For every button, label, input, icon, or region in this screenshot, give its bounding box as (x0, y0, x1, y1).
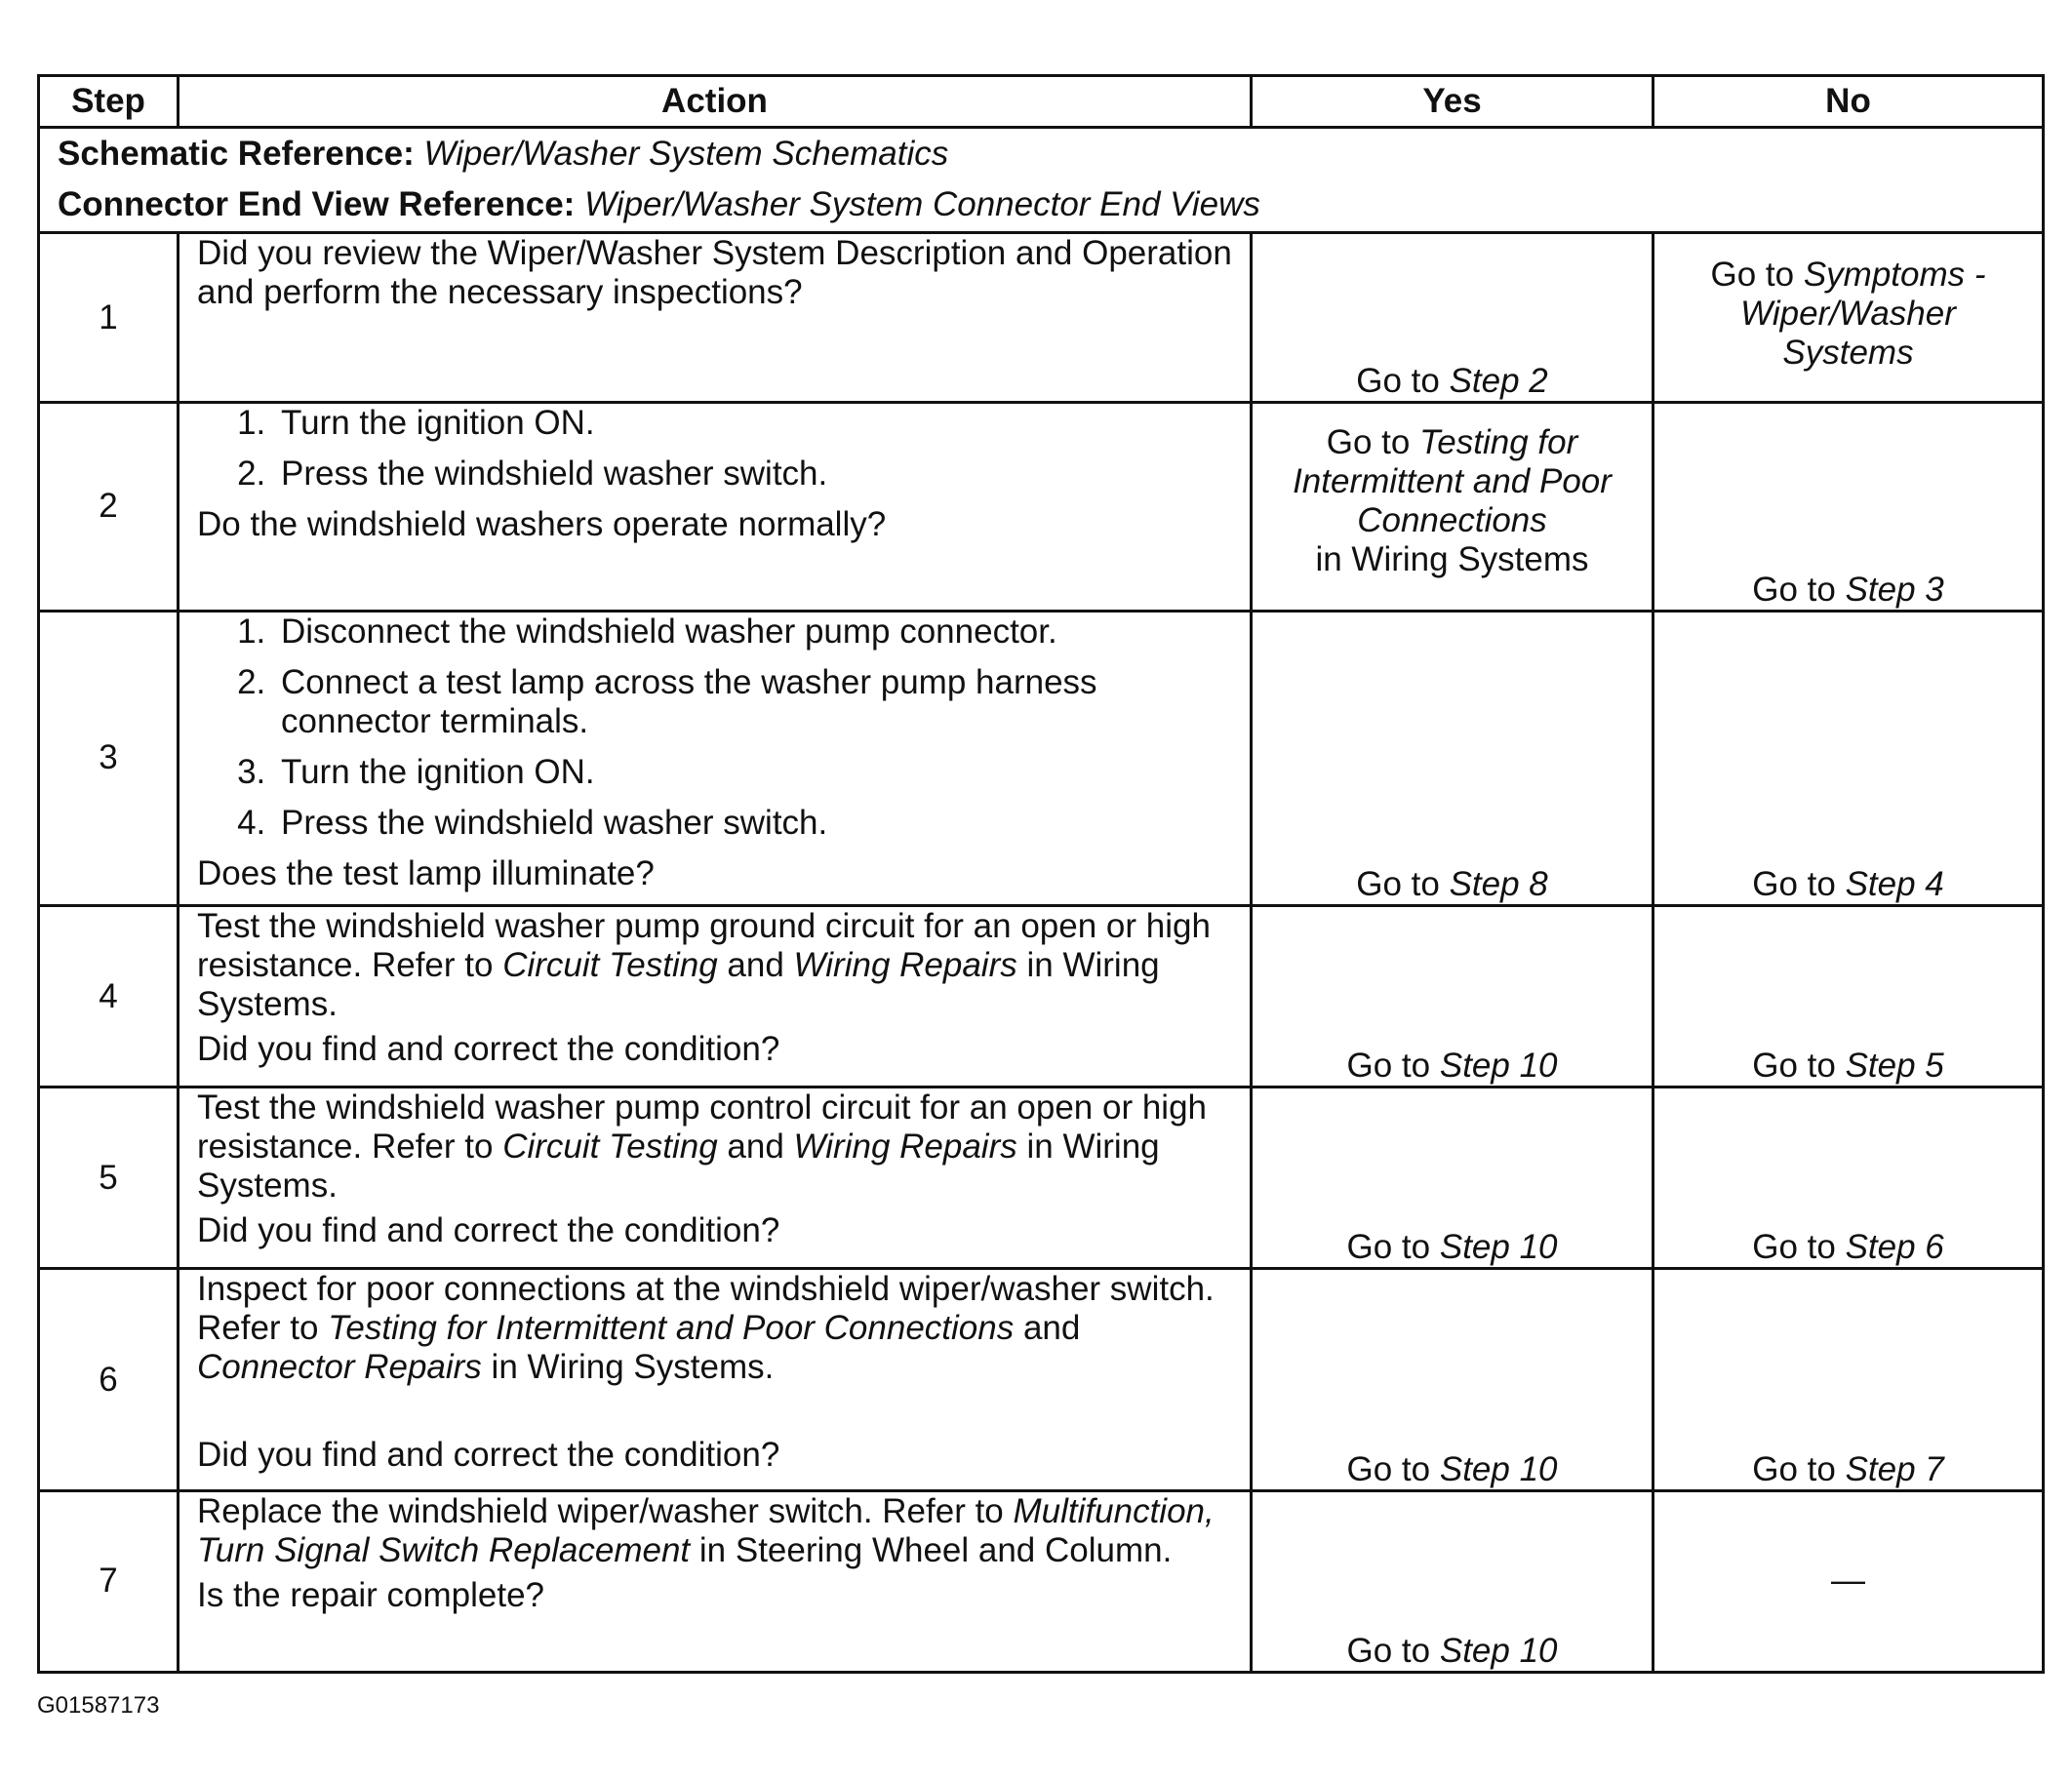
no-cell (1654, 611, 2044, 905)
action-text: Did you review the Wiper/Washer System Description and Operation and perform the necessary inspections? (197, 234, 1232, 312)
question: Did you find and correct the condition? (197, 1436, 780, 1475)
no-link-step-7[interactable]: Step 7 (1845, 1449, 1944, 1488)
table-row-step-5 (39, 1088, 2044, 1269)
step-number: 5 (39, 1088, 179, 1269)
connector-reference-label: Connector End View Reference: (58, 185, 576, 223)
yes-cell (1252, 1088, 1654, 1269)
and-text: and (727, 945, 784, 984)
question: Does the test lamp illuminate? (197, 853, 655, 892)
no-cell (1654, 233, 2044, 403)
yes-link-step-8[interactable]: Step 8 (1449, 864, 1548, 903)
no-link-step-5[interactable]: Step 5 (1845, 1047, 1944, 1086)
substep: 1. Disconnect the windshield washer pump connector. (275, 613, 1232, 652)
step-number: 6 (39, 1269, 179, 1490)
action-cell (179, 905, 1252, 1087)
header-yes: Yes (1252, 76, 1654, 128)
question: Do the windshield washers operate normally? (197, 505, 887, 544)
action-text (197, 1492, 1232, 1570)
action-cell (179, 403, 1252, 611)
yes-goto: Go to (1356, 362, 1440, 401)
no-cell (1654, 1490, 2044, 1672)
substep: 2. Press the windshield washer switch. (275, 455, 1232, 494)
and-text: and (1022, 1309, 1081, 1348)
no-link-step-3[interactable]: Step 3 (1845, 570, 1944, 609)
yes-cell (1252, 611, 1654, 905)
no-goto: Go to (1752, 570, 1836, 609)
action-text-part: in Wiring Systems. (197, 1127, 1160, 1206)
yes-link-step-10[interactable]: Step 10 (1439, 1228, 1558, 1267)
diagnostic-table (37, 74, 2045, 1674)
testing-intermittent-link[interactable]: Testing for Intermittent and Poor Connections (328, 1309, 1015, 1348)
circuit-testing-link[interactable]: Circuit Testing (502, 945, 718, 984)
header-row (39, 76, 2044, 128)
yes-goto: Go to (1346, 1047, 1431, 1086)
action-cell (179, 233, 1252, 403)
yes-cell (1252, 233, 1654, 403)
step-number: 2 (39, 403, 179, 611)
no-goto: Go to (1710, 256, 1795, 295)
no-value-dash: — (1831, 1562, 1865, 1601)
action-text-part: in Steering Wheel and Column. (698, 1530, 1173, 1569)
no-goto: Go to (1752, 1228, 1836, 1267)
no-link-step-4[interactable]: Step 4 (1845, 864, 1944, 903)
yes-suffix: in Wiring Systems (1315, 540, 1589, 579)
no-goto: Go to (1752, 864, 1836, 903)
question: Is the repair complete? (197, 1575, 545, 1614)
reference-cell (39, 128, 2044, 233)
yes-cell (1252, 1490, 1654, 1672)
header-step: Step (39, 76, 179, 128)
action-text-part: Test the windshield washer pump control circuit for an open or high resistance. Refer to (197, 1088, 1207, 1167)
substep: 2. Connect a test lamp across the washer pump harness connector terminals. (275, 663, 1232, 741)
yes-link-step-10[interactable]: Step 10 (1439, 1047, 1558, 1086)
action-text (197, 1270, 1232, 1387)
wiring-repairs-link[interactable]: Wiring Repairs (793, 1127, 1017, 1167)
action-text-part: Test the windshield washer pump ground circuit for an open or high resistance. Refer to (197, 906, 1211, 984)
substep: 4. Press the windshield washer switch. (275, 804, 1232, 843)
yes-link-testing-intermittent[interactable]: Testing for Intermittent and Poor Connections (1293, 423, 1612, 540)
yes-cell (1252, 403, 1654, 611)
no-link-symptoms[interactable]: Symptoms - Wiper/Washer Systems (1740, 256, 1986, 373)
question: Did you find and correct the condition? (197, 1029, 780, 1068)
yes-link-step-10[interactable]: Step 10 (1439, 1632, 1558, 1670)
yes-goto: Go to (1326, 423, 1411, 462)
action-cell (179, 1088, 1252, 1269)
schematic-reference-link[interactable]: Wiper/Washer System Schematics (423, 135, 949, 173)
table-row-step-7 (39, 1490, 2044, 1672)
table-row-step-1 (39, 233, 2044, 403)
no-cell (1654, 1088, 2044, 1269)
action-text (197, 907, 1232, 1024)
connector-reference-link[interactable]: Wiper/Washer System Connector End Views (584, 185, 1260, 223)
header-no: No (1654, 76, 2044, 128)
yes-cell (1252, 905, 1654, 1087)
action-text-part: Inspect for poor connections at the windshield wiper/washer switch. Refer to (197, 1270, 1215, 1348)
step-number: 1 (39, 233, 179, 403)
figure-id: G01587173 (37, 1692, 160, 1719)
yes-link-step-2[interactable]: Step 2 (1449, 362, 1548, 401)
table-row-step-2 (39, 403, 2044, 611)
substep-list (197, 613, 1232, 843)
schematic-reference (58, 129, 2024, 179)
action-cell (179, 1490, 1252, 1672)
no-link-step-6[interactable]: Step 6 (1845, 1228, 1944, 1267)
yes-goto: Go to (1346, 1632, 1431, 1670)
no-goto: Go to (1752, 1047, 1836, 1086)
substep: 1. Turn the ignition ON. (275, 404, 1232, 443)
substep: 3. Turn the ignition ON. (275, 753, 1232, 792)
header-action: Action (179, 76, 1252, 128)
action-text (197, 1088, 1232, 1206)
reference-row (39, 128, 2044, 233)
question: Did you find and correct the condition? (197, 1211, 780, 1250)
yes-goto: Go to (1346, 1228, 1431, 1267)
action-text-part: Replace the windshield wiper/washer switch. Refer to (197, 1491, 1004, 1530)
yes-cell (1252, 1269, 1654, 1490)
step-number: 7 (39, 1490, 179, 1672)
no-cell (1654, 905, 2044, 1087)
table-row-step-6 (39, 1269, 2044, 1490)
action-cell (179, 611, 1252, 905)
no-goto: Go to (1752, 1449, 1836, 1488)
action-cell (179, 1269, 1252, 1490)
yes-link-step-10[interactable]: Step 10 (1439, 1449, 1558, 1488)
schematic-reference-label: Schematic Reference: (58, 135, 415, 173)
yes-goto: Go to (1346, 1449, 1431, 1488)
connector-reference (58, 179, 2024, 230)
table-row-step-3 (39, 611, 2044, 905)
step-number: 3 (39, 611, 179, 905)
action-text-part: in Wiring Systems. (491, 1348, 775, 1387)
action-text-part: in Wiring Systems. (197, 945, 1160, 1023)
connector-repairs-link[interactable]: Connector Repairs (197, 1348, 482, 1387)
circuit-testing-link[interactable]: Circuit Testing (502, 1127, 718, 1167)
substep-list (197, 404, 1232, 494)
step-number: 4 (39, 905, 179, 1087)
table-row-step-4 (39, 905, 2044, 1087)
and-text: and (727, 1127, 784, 1167)
multifunction-switch-replacement-link[interactable]: Multifunction, Turn Signal Switch Replacement (197, 1491, 1215, 1569)
no-cell (1654, 1269, 2044, 1490)
no-cell (1654, 403, 2044, 611)
wiring-repairs-link[interactable]: Wiring Repairs (793, 945, 1017, 984)
yes-goto: Go to (1356, 864, 1440, 903)
